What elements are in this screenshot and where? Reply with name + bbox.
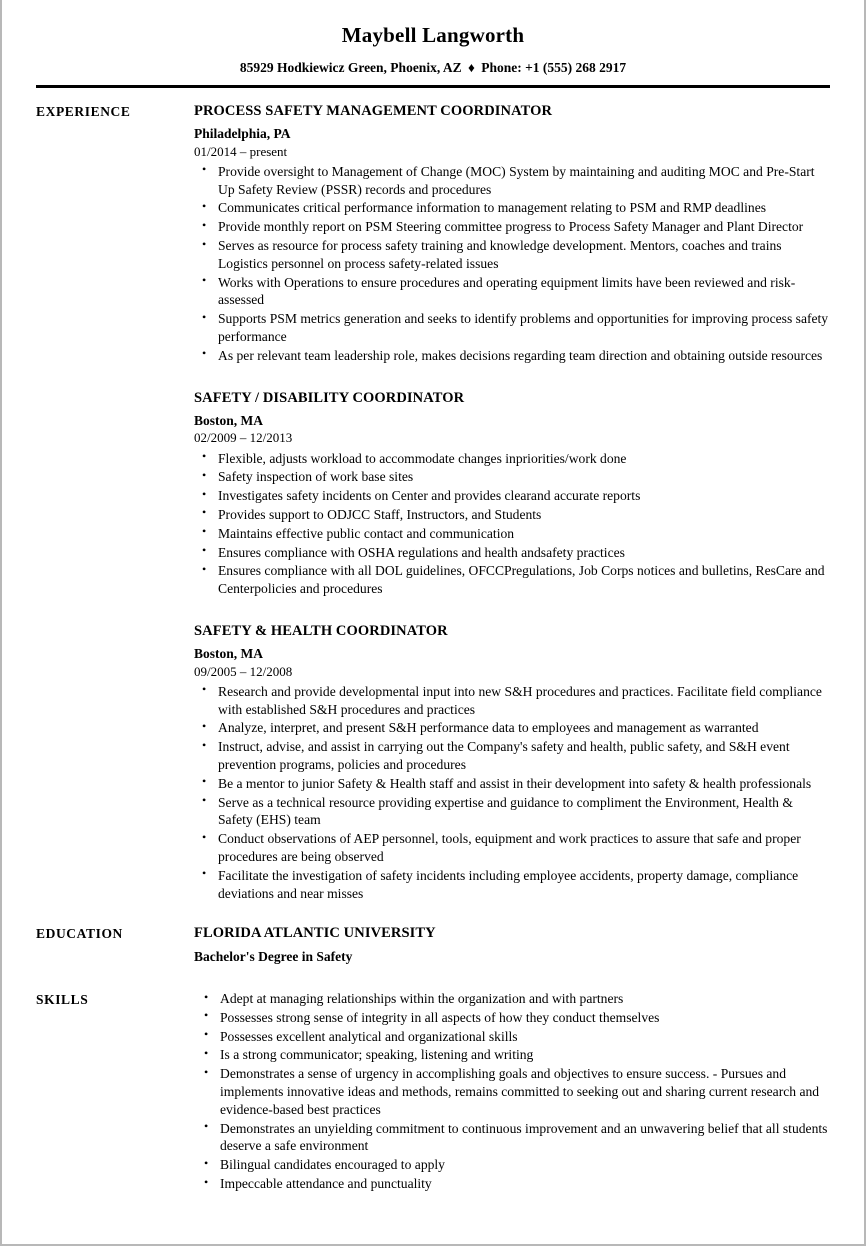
list-item: • Conduct observations of AEP personnel, tools, equipment and work practices to assure that safe and proper procedures are being observed <box>194 830 830 866</box>
list-item: • Provide monthly report on PSM Steering committee progress to Process Safety Manager and Plant Director <box>194 218 830 236</box>
job-responsibility-list <box>194 450 830 598</box>
education-section <box>36 924 830 965</box>
experience-section <box>36 102 830 903</box>
list-item: • Demonstrates an unyielding commitment to continuous improvement and an unwavering belief that all students deserve a safe environment <box>194 1120 830 1156</box>
education-body <box>166 924 830 965</box>
education-school: FLORIDA ATLANTIC UNIVERSITY <box>194 925 436 942</box>
skills-body <box>166 990 830 1194</box>
list-item: • Communicates critical performance information to management relating to PSM and RMP deadlines <box>194 199 830 217</box>
list-item: • Maintains effective public contact and communication <box>194 525 830 543</box>
list-item: • Impeccable attendance and punctuality <box>194 1175 830 1193</box>
section-heading-experience: EXPERIENCE <box>36 103 131 119</box>
job-location: Boston, MA <box>194 412 264 428</box>
skills-section <box>36 990 830 1194</box>
list-item: • Bilingual candidates encouraged to apply <box>194 1156 830 1174</box>
list-item: • Possesses strong sense of integrity in all aspects of how they conduct themselves <box>194 1009 830 1027</box>
skills-label-column <box>36 990 166 1008</box>
list-item: • As per relevant team leadership role, makes decisions regarding team direction and obtaining outside resources <box>194 347 830 365</box>
list-item: • Possesses excellent analytical and organizational skills <box>194 1028 830 1046</box>
list-item: • Research and provide developmental input into new S&H procedures and practices. Facilitate field compliance with established S&H procedures and practices <box>194 683 830 719</box>
education-label-column <box>36 924 166 942</box>
list-item: • Adept at managing relationships within the organization and with partners <box>194 990 830 1008</box>
experience-entry <box>194 622 830 902</box>
experience-label-column <box>36 102 166 120</box>
list-item: • Analyze, interpret, and present S&H performance data to employees and management as warranted <box>194 719 830 737</box>
list-item: • Provide oversight to Management of Change (MOC) System by maintaining and auditing MOC and Pre-Start Up Safety Review (PSSR) records and procedures <box>194 163 830 199</box>
section-heading-education: EDUCATION <box>36 926 123 942</box>
header-divider <box>36 85 830 88</box>
section-heading-skills: SKILLS <box>36 992 89 1008</box>
list-item: • Flexible, adjusts workload to accommodate changes inpriorities/work done <box>194 450 830 468</box>
list-item: • Demonstrates a sense of urgency in accomplishing goals and objectives to ensure success. - Pursues and implements innovative ideas and methods, remains committed to seeking out and sharing current research and evidence-based best practices <box>194 1065 830 1118</box>
job-responsibility-list <box>194 683 830 903</box>
job-location: Boston, MA <box>194 646 264 662</box>
skills-list <box>194 990 830 1193</box>
job-location: Philadelphia, PA <box>194 126 291 142</box>
experience-entry <box>194 102 830 365</box>
list-item: • Supports PSM metrics generation and seeks to identify problems and opportunities for improving process safety performance <box>194 310 830 346</box>
list-item: • Works with Operations to ensure procedures and operating equipment limits have been reviewed and risk-assessed <box>194 274 830 310</box>
diamond-separator-icon: ♦ <box>467 60 475 76</box>
contact-phone: Phone: +1 (555) 268 2917 <box>481 60 627 76</box>
job-responsibility-list <box>194 163 830 365</box>
list-item: • Investigates safety incidents on Center and provides clearand accurate reports <box>194 487 830 505</box>
job-title: SAFETY / DISABILITY COORDINATOR <box>194 389 465 406</box>
job-dates: 09/2005 – 12/2008 <box>194 663 293 679</box>
list-item: • Be a mentor to junior Safety & Health staff and assist in their development into safety & health professionals <box>194 775 830 793</box>
list-item: • Instruct, advise, and assist in carrying out the Company's safety and health, public safety, and S&H event prevention programs, policies and procedures <box>194 738 830 774</box>
resume-content <box>2 0 864 1194</box>
list-item: • Ensures compliance with OSHA regulations and health andsafety practices <box>194 544 830 562</box>
job-dates: 01/2014 – present <box>194 143 288 159</box>
job-title: PROCESS SAFETY MANAGEMENT COORDINATOR <box>194 102 553 119</box>
contact-line <box>36 61 830 76</box>
list-item: • Provides support to ODJCC Staff, Instructors, and Students <box>194 506 830 524</box>
experience-entry <box>194 389 830 598</box>
candidate-name: Maybell Langworth <box>341 23 525 47</box>
job-title: SAFETY & HEALTH COORDINATOR <box>194 622 448 639</box>
list-item: • Serve as a technical resource providing expertise and guidance to compliment the Environment, Health & Safety (EHS) team <box>194 794 830 830</box>
list-item: • Facilitate the investigation of safety incidents including employee accidents, property damage, compliance deviations and near misses <box>194 867 830 903</box>
job-dates: 02/2009 – 12/2013 <box>194 430 293 446</box>
list-item: • Safety inspection of work base sites <box>194 468 830 486</box>
list-item: • Serves as resource for process safety training and knowledge development. Mentors, coaches and trains Logistics personnel on process safety-related issues <box>194 237 830 273</box>
list-item: • Is a strong communicator; speaking, listening and writing <box>194 1046 830 1064</box>
contact-address: 85929 Hodkiewicz Green, Phoenix, AZ <box>239 60 462 76</box>
resume-header <box>36 0 830 88</box>
education-degree: Bachelor's Degree in Safety <box>194 948 353 964</box>
list-item: • Ensures compliance with all DOL guidelines, OFCCPregulations, Job Corps notices and bulletins, ResCare and Centerpolicies and procedures <box>194 562 830 598</box>
experience-body <box>166 102 830 903</box>
